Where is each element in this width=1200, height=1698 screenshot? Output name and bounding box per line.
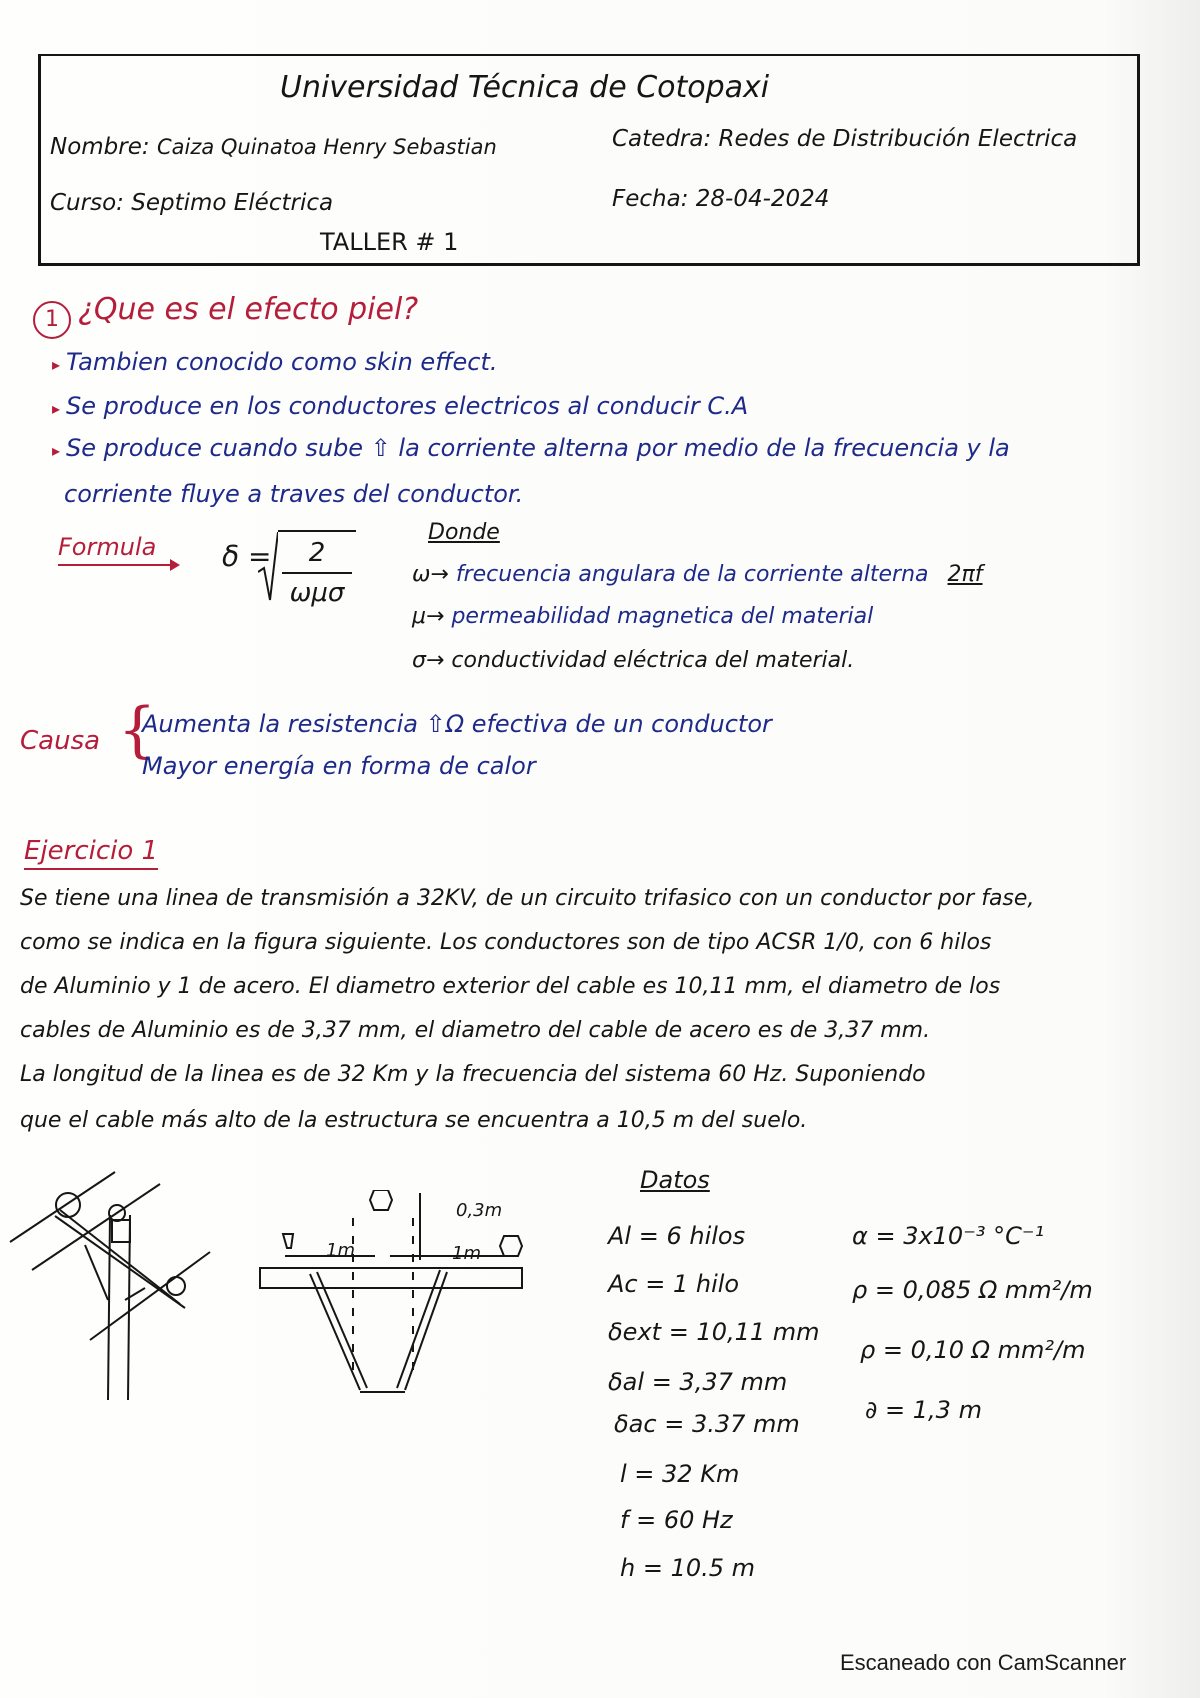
figure-label-offset: 0,3m <box>456 1200 503 1221</box>
donde-symbol: μ→ <box>412 604 445 629</box>
nombre-value: Caiza Quinatoa Henry Sebastian <box>156 135 497 159</box>
figure-label-left-span: 1m <box>326 1240 355 1261</box>
donde-text: frecuencia angulara de la corriente alterna <box>455 562 929 587</box>
exercise-line: de Aluminio y 1 de acero. El diametro exterior del cable es 10,11 mm, el diametro de los <box>20 974 1001 999</box>
bullet-item: ▸ Se produce cuando sube ⇧ la corriente alterna por medio de la frecuencia y la <box>52 434 1010 462</box>
exercise-line: que el cable más alto de la estructura se encuentra a 10,5 m del suelo. <box>20 1108 808 1133</box>
catedra-value: Redes de Distribución Electrica <box>718 126 1078 152</box>
catedra-label: Catedra: <box>612 126 712 152</box>
donde-extra: 2πf <box>947 562 983 587</box>
datos-item: δac = 3.37 mm <box>614 1410 800 1438</box>
donde-text: permeabilidad magnetica del material <box>451 604 874 629</box>
formula-fraction <box>282 538 352 608</box>
radical-bar <box>278 530 356 532</box>
fecha-field <box>612 186 829 212</box>
donde-symbol: ω→ <box>412 562 449 587</box>
exercise-line: Se tiene una linea de transmisión a 32KV, de un circuito trifasico con un conductor por fase, <box>20 886 1035 911</box>
bullet-item: ▸ Se produce en los conductores electricos al conducir C.A <box>52 392 748 420</box>
donde-item-omega <box>412 562 983 587</box>
datos-item: l = 32 Km <box>620 1460 740 1488</box>
datos-item: α = 3x10⁻³ °C⁻¹ <box>852 1222 1045 1250</box>
catedra-field <box>612 126 1077 152</box>
causa-label: Causa <box>20 726 101 756</box>
curso-value: Septimo Eléctrica <box>131 190 334 216</box>
nombre-field <box>50 134 497 160</box>
formula-lhs: δ = <box>222 540 272 573</box>
exercise-title: Ejercicio 1 <box>24 836 158 870</box>
square-root-icon <box>258 532 278 602</box>
donde-label: Donde <box>428 520 500 545</box>
datos-item: ρ = 0,10 Ω mm²/m <box>860 1336 1086 1364</box>
fraction-bar <box>282 572 352 574</box>
causa-item: Aumenta la resistencia ⇧Ω efectiva de un conductor <box>142 710 772 738</box>
datos-item: f = 60 Hz <box>620 1506 733 1534</box>
curso-field <box>50 190 333 216</box>
datos-label: Datos <box>640 1166 710 1194</box>
datos-item: h = 10.5 m <box>620 1554 756 1582</box>
fecha-label: Fecha: <box>612 186 689 212</box>
crossarm-diagram <box>255 1190 555 1410</box>
causa-item: Mayor energía en forma de calor <box>142 752 536 780</box>
formula-numerator: 2 <box>308 538 326 568</box>
datos-item: Ac = 1 hilo <box>608 1270 740 1298</box>
exercise-line: como se indica en la figura siguiente. Los conductores son de tipo ACSR 1/0, con 6 hilos <box>20 930 992 955</box>
utility-pole-sketch <box>0 1170 240 1410</box>
datos-item: ρ = 0,085 Ω mm²/m <box>852 1276 1093 1304</box>
exercise-line: La longitud de la linea es de 32 Km y la frecuencia del sistema 60 Hz. Suponiendo <box>20 1062 926 1087</box>
fecha-value: 28-04-2024 <box>695 186 830 212</box>
formula-denominator: ωμσ <box>289 578 345 608</box>
question-number-badge: 1 <box>33 301 71 339</box>
donde-item-sigma <box>412 648 854 673</box>
exercise-line: cables de Aluminio es de 3,37 mm, el diametro del cable de acero es de 3,37 mm. <box>20 1018 931 1043</box>
brace-icon: { <box>118 695 157 765</box>
donde-symbol: σ→ <box>412 648 445 673</box>
datos-item: Al = 6 hilos <box>608 1222 746 1250</box>
figure-label-right-span: 1m <box>452 1243 481 1264</box>
question-title: ¿Que es el efecto piel? <box>78 292 419 327</box>
curso-label: Curso: <box>50 190 124 216</box>
nombre-label: Nombre: <box>50 134 150 160</box>
datos-item: δal = 3,37 mm <box>608 1368 788 1396</box>
arrow-right-icon <box>58 564 178 566</box>
datos-item: δext = 10,11 mm <box>608 1318 820 1346</box>
datos-item: ∂ = 1,3 m <box>865 1396 982 1424</box>
bullet-item: ▸ Tambien conocido como skin effect. <box>52 348 498 376</box>
taller-label: TALLER # 1 <box>320 228 459 256</box>
skin-depth-formula <box>222 538 345 608</box>
formula-label: Formula <box>58 533 157 561</box>
bullet-continuation: corriente fluye a traves del conductor. <box>64 480 524 508</box>
donde-text: conductividad eléctrica del material. <box>451 648 855 673</box>
university-title: Universidad Técnica de Cotopaxi <box>280 70 770 105</box>
camscanner-watermark: Escaneado con CamScanner <box>840 1650 1127 1675</box>
donde-item-mu <box>412 604 873 629</box>
